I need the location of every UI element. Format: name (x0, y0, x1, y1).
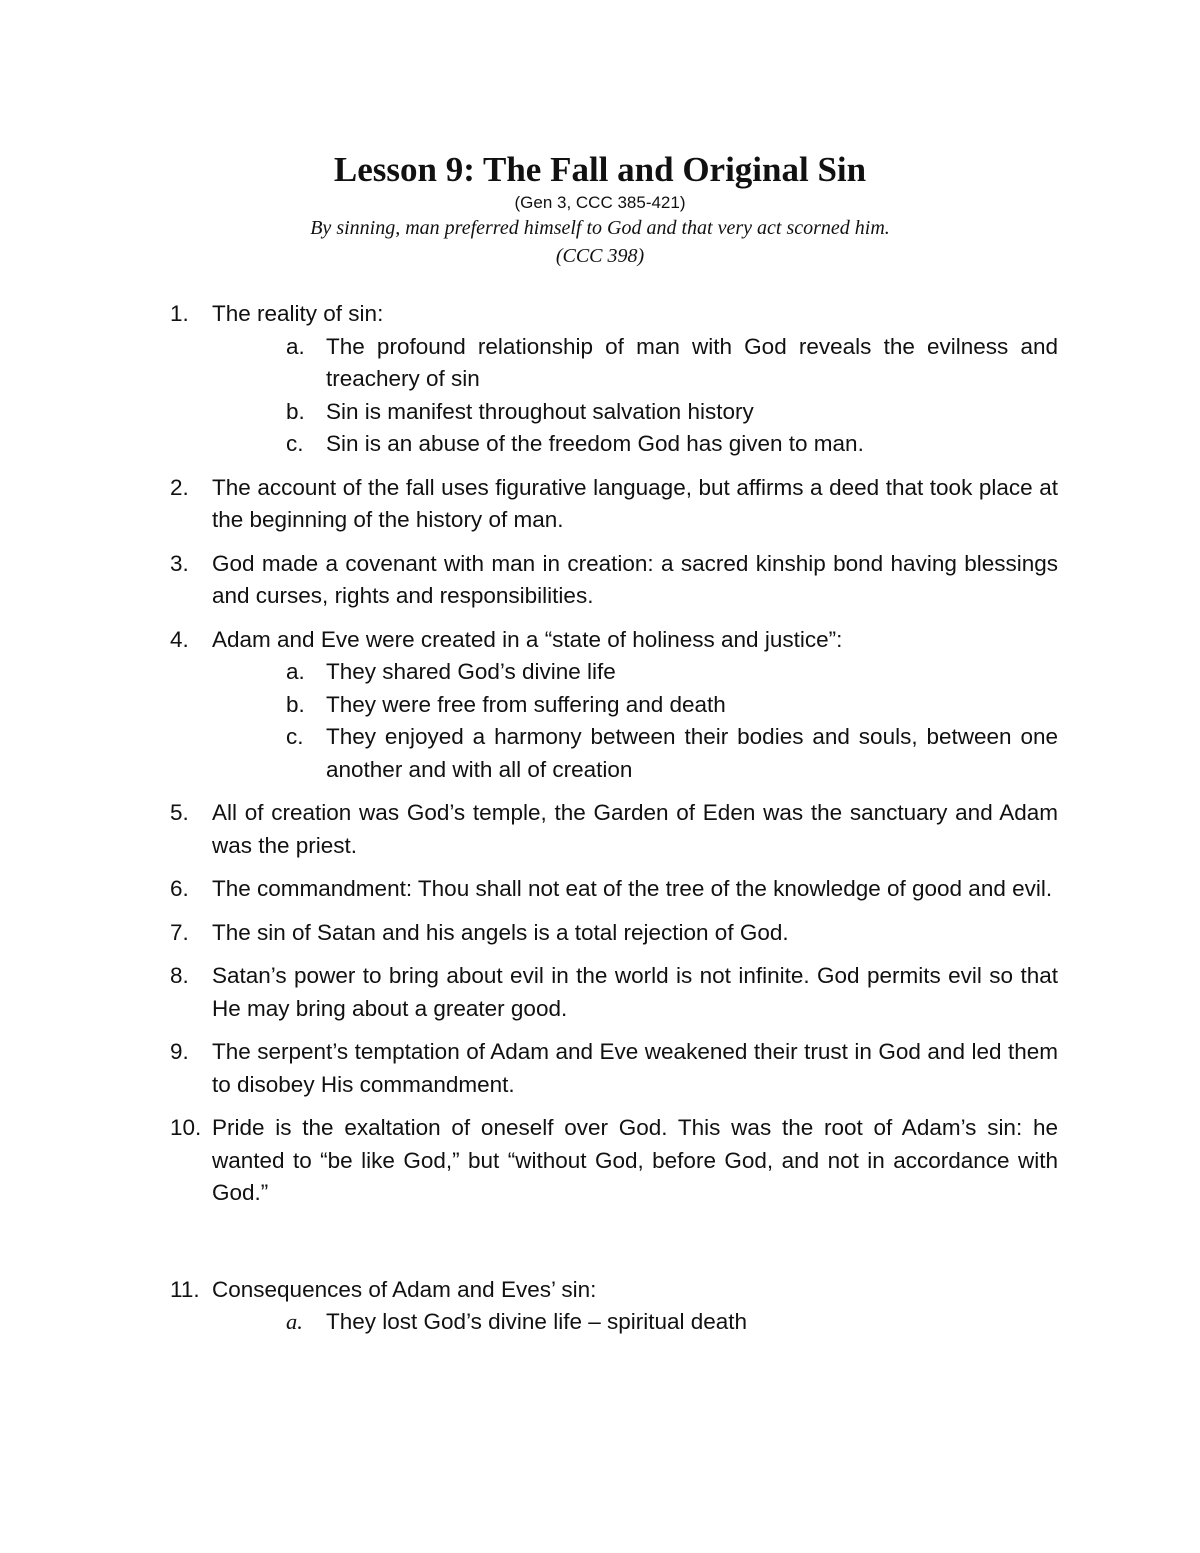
sub-list (212, 1306, 1058, 1339)
item-text: The serpent’s temptation of Adam and Eve weakened their trust in God and led them to disobey His commandment. (212, 1039, 1058, 1097)
sub-item (212, 656, 1058, 689)
blank-space (170, 1210, 1058, 1274)
sub-item-letter: a. (286, 659, 305, 684)
item-text: God made a covenant with man in creation: a sacred kinship bond having blessings and curses, rights and responsibilities. (212, 550, 1058, 608)
item-number: 5. (170, 800, 189, 825)
list-item-6 (170, 873, 1058, 906)
sub-item-text: The profound relationship of man with God reveals the evilness and treachery of sin (326, 333, 1058, 391)
item-number: 3. (170, 550, 189, 576)
item-text: Satan’s power to bring about evil in the world is not infinite. God permits evil so that He may bring about a greater good. (212, 963, 1058, 1021)
list-item-4 (170, 624, 1058, 787)
sub-item-letter: c. (286, 724, 304, 749)
sub-item (212, 1306, 1058, 1339)
scripture-references: (Gen 3, CCC 385-421) (514, 193, 686, 212)
sub-item-text: Sin is an abuse of the freedom God has given to man. (326, 431, 864, 456)
item-text: Pride is the exaltation of oneself over God. This was the root of Adam’s sin: he wanted to “be like God,” but “without God, before God, and not in accordance with God.” (212, 1115, 1058, 1205)
sub-item-letter: b. (286, 398, 305, 424)
item-number: 9. (170, 1039, 189, 1064)
item-number: 2. (170, 474, 189, 500)
list-item-10 (170, 1112, 1058, 1210)
sub-item (212, 721, 1058, 786)
sub-item (212, 396, 1058, 429)
sub-item-letter: a. (286, 333, 305, 359)
item-text: The commandment: Thou shall not eat of the tree of the knowledge of good and evil. (212, 876, 1053, 901)
list-item-11 (170, 1274, 1058, 1339)
sub-item (212, 689, 1058, 722)
catechism-quote: By sinning, man preferred himself to God and that very act scorned him. (310, 217, 890, 239)
item-number: 8. (170, 963, 189, 988)
item-text: All of creation was God’s temple, the Garden of Eden was the sanctuary and Adam was the priest. (212, 800, 1058, 858)
list-item-2 (170, 472, 1058, 537)
sub-list (212, 331, 1058, 461)
list-item-9 (170, 1036, 1058, 1101)
lesson-points-list (170, 298, 1058, 1339)
item-text: Consequences of Adam and Eves’ sin: (212, 1276, 597, 1302)
sub-item-text: Sin is manifest throughout salvation history (326, 398, 754, 424)
item-text: The account of the fall uses figurative language, but affirms a deed that took place at the beginning of the history of man. (212, 474, 1058, 532)
item-number: 1. (170, 301, 189, 326)
page-title: Lesson 9: The Fall and Original Sin (333, 150, 867, 189)
item-number: 4. (170, 626, 189, 652)
item-number: 6. (170, 876, 189, 901)
item-text: The reality of sin: (212, 301, 384, 326)
list-item-3 (170, 548, 1058, 613)
sub-item-text: They shared God’s divine life (326, 659, 616, 684)
list-item-1 (170, 298, 1058, 461)
sub-item-letter: b. (286, 691, 305, 717)
sub-item-text: They enjoyed a harmony between their bodies and souls, between one another and with all of creation (326, 724, 1058, 782)
sub-item-letter: a. (286, 1309, 303, 1334)
sub-item-letter: c. (286, 431, 304, 456)
item-number: 7. (170, 919, 189, 945)
item-number: 10. (170, 1115, 202, 1140)
quote-reference: (CCC 398) (555, 245, 645, 267)
list-item-7 (170, 917, 1058, 950)
sub-item-text: They lost God’s divine life – spiritual death (326, 1309, 748, 1334)
sub-list (212, 656, 1058, 786)
document-header (0, 150, 1200, 270)
item-number: 11. (170, 1276, 200, 1302)
list-item-5 (170, 797, 1058, 862)
item-text: Adam and Eve were created in a “state of holiness and justice”: (212, 626, 843, 652)
list-item-8 (170, 960, 1058, 1025)
sub-item-text: They were free from suffering and death (326, 691, 726, 717)
item-text: The sin of Satan and his angels is a total rejection of God. (212, 919, 789, 945)
sub-item (212, 428, 1058, 461)
sub-item (212, 331, 1058, 396)
